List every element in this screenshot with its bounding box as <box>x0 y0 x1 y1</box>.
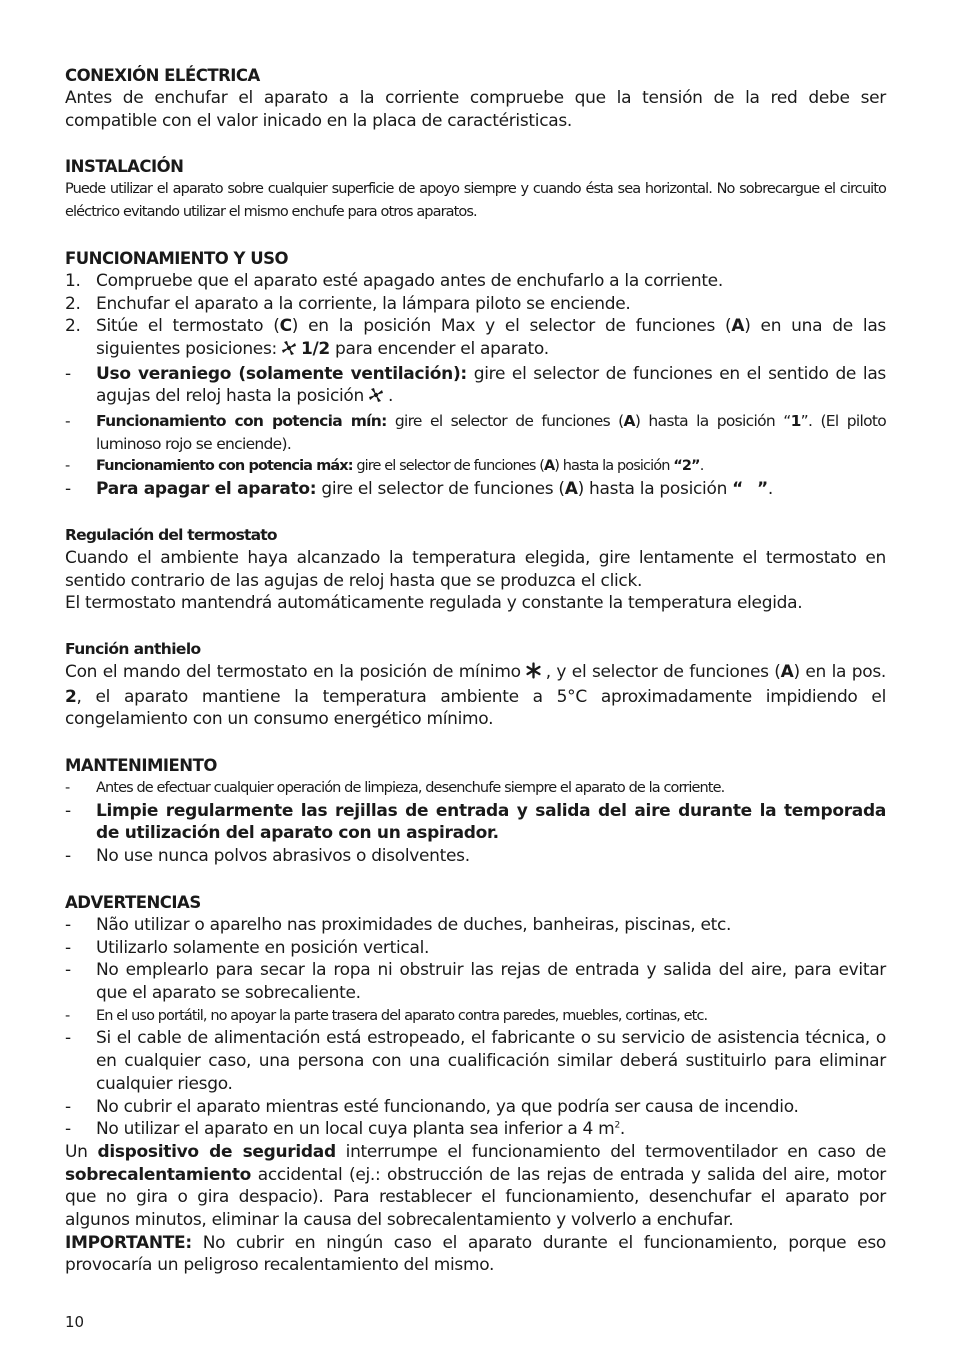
step-text: Sitúe el termostato (C) en la posición Max y el selector de funciones (A) en una de las siguientes posiciones: 1/2 para encender el aparato. <box>96 315 886 362</box>
list-item: - No cubrir el aparato mientras esté funcionando, ya que podría ser causa de incendio. <box>65 1096 799 1117</box>
bullet-dash: - <box>65 1096 71 1117</box>
step-item <box>65 315 886 362</box>
page-number: 10 <box>65 1313 85 1331</box>
heading-instalacion: INSTALACIÓN <box>65 157 184 177</box>
bullet-dash: - <box>65 479 71 500</box>
section-conexion <box>65 64 886 132</box>
bullet-dash: - <box>65 800 71 821</box>
page-content <box>65 64 886 1277</box>
bullet-dash: - <box>65 914 71 935</box>
section-funcionamiento <box>65 247 886 501</box>
snowflake-icon <box>525 662 542 686</box>
step-text: Compruebe que el aparato esté apagado antes de enchufarlo a la corriente. <box>96 270 723 291</box>
paragraph-regulacion-2: El termostato mantendrá automáticamente regulada y constante la temperatura elegida. <box>65 593 803 614</box>
list-item: - Utilizarlo solamente en posición vertical. <box>65 937 430 958</box>
bullet-dash: - <box>65 1119 71 1140</box>
step-item <box>65 270 886 293</box>
section-antihielo <box>65 638 886 731</box>
paragraph-importante: IMPORTANTE: No cubrir en ningún caso el aparato durante el funcionamiento, porque eso provocaría un peligroso recalentamiento del mismo. <box>65 1232 886 1276</box>
bullet-dash: - <box>65 1028 71 1049</box>
section-mantenimiento <box>65 754 886 868</box>
fan-icon <box>368 387 384 410</box>
list-item: - Antes de efectuar cualquier operación de limpieza, desenchufe siempre el aparato de la corriente. <box>65 777 886 800</box>
list-item: - Para apagar el aparato: gire el selector de funciones (A) hasta la posición “ ”. <box>65 479 774 500</box>
bullet-dash: - <box>65 780 70 797</box>
list-item: - No emplearlo para secar la ropa ni obstruir las rejas de entrada y salida del aire, para evitar que el aparato se sobrecaliente. <box>65 960 886 1003</box>
heading-funcionamiento: FUNCIONAMIENTO Y USO <box>65 248 288 268</box>
bullet-dash: - <box>65 937 71 958</box>
bullet-dash: - <box>65 846 71 867</box>
step-item <box>65 293 886 316</box>
list-item: - Uso veraniego (solamente ventilación): gire el selector de funciones en el sentido de las agujas del reloj hasta la posición . <box>65 363 886 410</box>
heading-conexion: CONEXIÓN ELÉCTRICA <box>65 66 260 85</box>
heading-regulacion: Regulación del termostato <box>65 525 277 544</box>
bullet-dash: - <box>65 1007 70 1024</box>
heading-mantenimiento: MANTENIMIENTO <box>65 756 217 776</box>
step-number: 2. <box>65 293 81 314</box>
step-number: 2. <box>65 316 81 337</box>
section-regulacion <box>65 524 886 615</box>
list-item: - Funcionamiento con potencia mín: gire el selector de funciones (A) hasta la posición “1”. (El piloto luminoso rojo se enciende). <box>65 410 886 455</box>
list-item: - En el uso portátil, no apoyar la parte trasera del aparato contra paredes, muebles, cortinas, etc. <box>65 1005 886 1028</box>
paragraph-conexion: Antes de enchufar el aparato a la corriente compruebe que la tensión de la red debe ser compatible con el valor inicado en la placa de caractéristicas. <box>65 88 886 131</box>
bullet-dash: - <box>65 458 70 475</box>
list-item: - Funcionamiento con potencia máx: gire el selector de funciones (A) hasta la posición “2”. <box>65 455 886 478</box>
bullet-dash: - <box>65 960 71 981</box>
heading-antihielo: Función anthielo <box>65 639 201 658</box>
fan-icon <box>281 340 297 363</box>
bullet-dash: - <box>65 412 70 431</box>
section-advertencias <box>65 891 886 1277</box>
list-item: - No utilizar el aparato en un local cuya planta sea inferior a 4 $m^2$. <box>65 1119 625 1140</box>
paragraph-regulacion-1: Cuando el ambiente haya alcanzado la temperatura elegida, gire lentamente el termostato en sentido contrario de las agujas de reloj hasta que se produzca el click. <box>65 547 886 591</box>
step-number: 1. <box>65 270 81 291</box>
paragraph-instalacion: Puede utilizar el aparato sobre cualquier superficie de apoyo siempre y cuando ésta sea horizontal. No sobrecargue el circuito eléctrico evitando utilizar el mismo enchufe para otros aparatos. <box>65 181 886 221</box>
section-instalacion <box>65 155 886 223</box>
paragraph-dispositivo: Un dispositivo de seguridad interrumpe el funcionamiento del termoventilador en caso de sobrecalentamiento accidental (ej.: obstrucción de las rejas de entrada y salida del aire, motor que no gira o gira despacio). Para restablecer el funcionamiento, desenchufar el aparato por algunos minutos, eliminar la causa del sobrecalentamiento y volverlo a enchufar. <box>65 1141 886 1231</box>
list-item: - Si el cable de alimentación está estropeado, el fabricante o su servicio de asistencia técnica, o en cualquier caso, una persona con una cualificación similar deberá sustituirlo para eliminar cualquier riesgo. <box>65 1028 886 1094</box>
list-item: - No use nunca polvos abrasivos o disolventes. <box>65 846 470 867</box>
bullet-dash: - <box>65 363 71 384</box>
list-item: - Não utilizar o aparelho nas proximidades de duches, banheiras, piscinas, etc. <box>65 914 732 935</box>
paragraph-antihielo: Con el mando del termostato en la posición de mínimo , y el selector de funciones (A) en la pos. 2, el aparato mantiene la temperatura ambiente a 5°C aproximadamente impidiendo el congelamiento con un consumo energético mínimo. <box>65 661 886 730</box>
step-text: Enchufar el aparato a la corriente, la lámpara piloto se enciende. <box>96 293 631 314</box>
list-item: - Limpie regularmente las rejillas de entrada y salida del aire durante la temporada de utilización del aparato con un aspirador. <box>65 800 886 844</box>
heading-advertencias: ADVERTENCIAS <box>65 892 201 912</box>
